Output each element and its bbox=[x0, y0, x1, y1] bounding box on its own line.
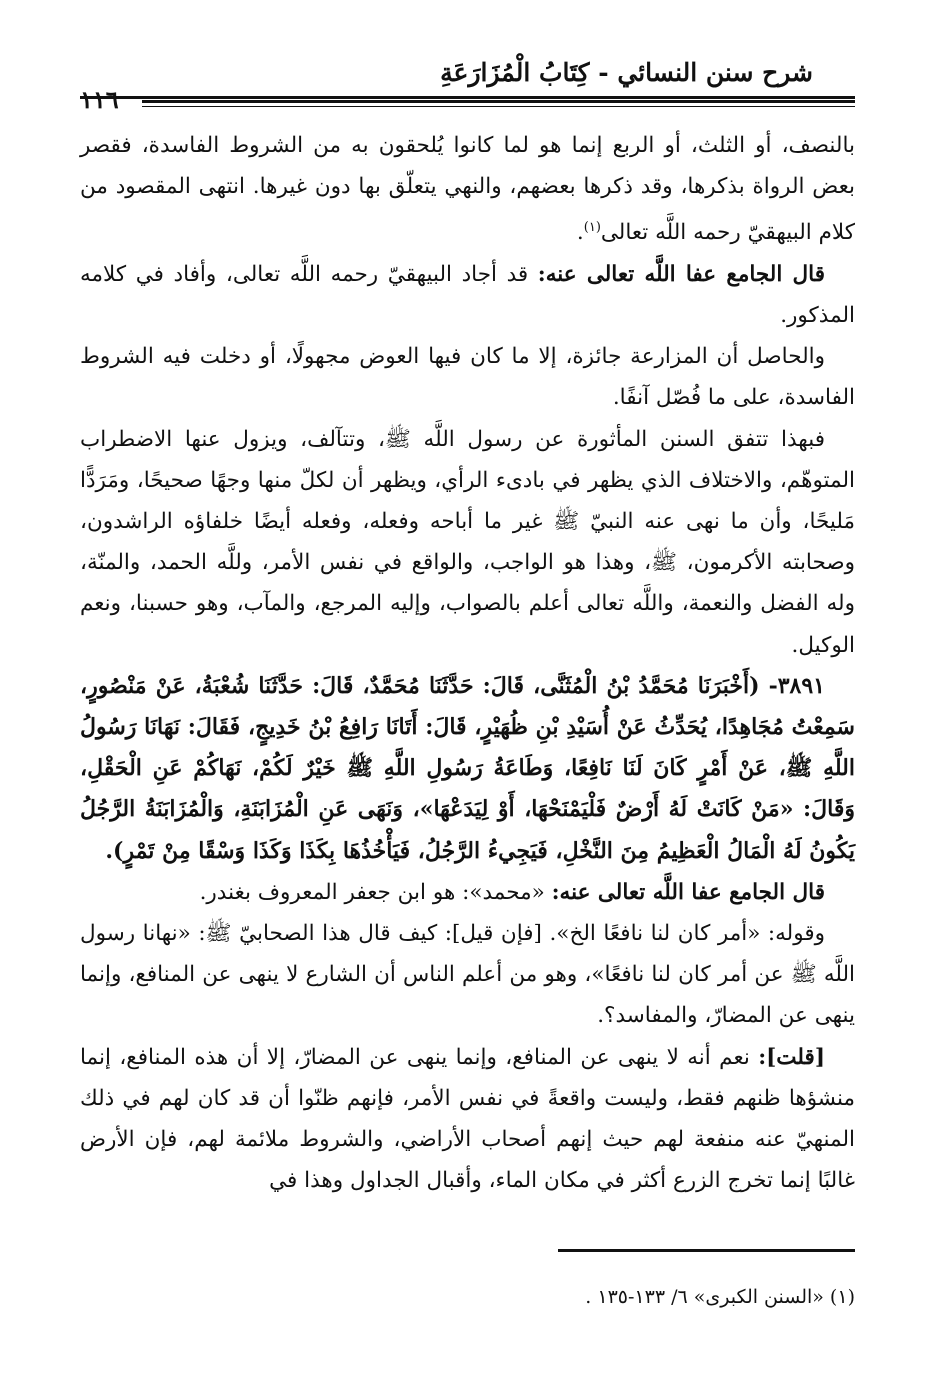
paragraph bbox=[80, 254, 855, 336]
footnote: (١) «السنن الكبرى» ٦/ ١٣٣-١٣٥ . bbox=[585, 1286, 855, 1308]
paragraph bbox=[80, 336, 855, 418]
author-lead: قال الجامع عفا اللَّه تعالى عنه: bbox=[537, 261, 825, 287]
qult-lead: [قلت]: bbox=[758, 1044, 825, 1070]
paragraph-text: فبهذا تتفق السنن المأثورة عن رسول اللَّه ﷺ، وتتآلف، ويزول عنها الاضطراب المتوهّم، والاختلاف الذي يظهر في بادىء الرأي، ويظهر أن لكلّ منها وجهًا صحيحًا، ومَرَدًّا مَليحًا، وأن ما نهى عنه النبيّ ﷺ غير ما أباحه وفعله، وفعله أيضًا خلفاؤه الراشدون، وصحابته الأكرمون، ﷺ، وهذا هو الواجب، والواقع في نفس الأمر، وللَّه الحمد، والمنّة، وله الفضل والنعمة، واللَّه تعالى أعلم بالصواب، وإليه المرجع، والمآب، وهو حسبنا، ونعم الوكيل. bbox=[80, 426, 855, 658]
hadith-paragraph bbox=[80, 666, 855, 872]
paragraph-text: بالنصف، أو الثلث، أو الربع إنما هو لما كانوا يُلحقون به من الشروط الفاسدة، فقصر بعض الرواة بذكرها، وقد ذكرها بعضهم، والنهي يتعلّق بها دون غيرها. انتهى المقصود من كلام البيهقيّ رحمه اللَّه تعالى bbox=[80, 133, 855, 246]
paragraph-tail: . bbox=[576, 220, 584, 246]
paragraph bbox=[80, 125, 855, 254]
paragraph-text: «محمد»: هو ابن جعفر المعروف بغندر. bbox=[199, 879, 552, 905]
paragraph bbox=[80, 419, 855, 666]
footnote-ref: (١) bbox=[583, 220, 601, 236]
running-title: شرح سنن النسائي - كِتَابُ الْمُزَارَعَةِ bbox=[440, 58, 813, 87]
paragraph bbox=[80, 913, 855, 1037]
paragraph-text: قد أجاد البيهقيّ رحمه اللَّه تعالى، وأفاد في كلامه المذكور. bbox=[80, 261, 855, 328]
footnote-separator bbox=[558, 1249, 855, 1252]
page-header bbox=[80, 52, 855, 112]
paragraph-text: وقوله: «أمر كان لنا نافعًا الخ». [فإن قيل]: كيف قال هذا الصحابيّ ﷺ: «نهانا رسول اللَّه ﷺ عن أمر كان لنا نافعًا»، وهو من أعلم الناس أن الشارع لا ينهى عن المنافع، وإنما ينهى عن المضارّ، والمفاسد؟. bbox=[80, 921, 855, 1029]
header-rule-bottom bbox=[142, 106, 855, 107]
hadith-text: ٣٨٩١- (أَخْبَرَنَا مُحَمَّدُ بْنُ الْمُثَنَّى، قَالَ: حَدَّثَنَا مُحَمَّدٌ، قَالَ: حَدَّثَنَا شُعْبَةُ، عَنْ مَنْصُورٍ، سَمِعْتُ مُجَاهِدًا، يُحَدِّثُ عَنْ أُسَيْدِ بْنِ ظُهَيْرٍ، قَالَ: أَتَانَا رَافِعُ بْنُ خَدِيجٍ، فَقَالَ: نَهَانَا رَسُولُ اللَّهِ ﷺ، عَنْ أَمْرٍ كَانَ لَنَا نَافِعًا، وَطَاعَةُ رَسُولِ اللَّهِ ﷺ خَيْرٌ لَكُمْ، نَهَاكُمْ عَنِ الْحَقْلِ، وَقَالَ: «مَنْ كَانَتْ لَهُ أَرْضٌ فَلْيَمْنَحْهَا، أَوْ لِيَدَعْهَا»، وَنَهَى عَنِ الْمُزَابَنَةِ، وَالْمُزَابَنَةُ الرَّجُلُ يَكُونُ لَهُ الْمَالُ الْعَظِيمُ مِنَ النَّخْلِ، فَيَجِيءُ الرَّجُلُ، فَيَأْخُذُهَا بِكَذَا وَكَذَا وَسْقًا مِنْ تَمْرٍ). bbox=[80, 672, 855, 864]
paragraph bbox=[80, 872, 855, 913]
paragraph-text: والحاصل أن المزارعة جائزة، إلا ما كان فيها العوض مجهولًا، أو دخلت فيه الشروط الفاسدة، على ما فُصّل آنفًا. bbox=[80, 344, 855, 411]
paragraph bbox=[80, 1037, 855, 1202]
page-number: ١١٦ bbox=[80, 85, 119, 114]
paragraph-text: نعم أنه لا ينهى عن المنافع، وإنما ينهى عن المضارّ، إلا أن هذه المنافع، إنما منشؤها ظنهم فقط، وليست واقعةً في نفس الأمر، فإنهم ظنّوا أن قد كان لهم في ذلك المنهيّ عنه منفعة لهم حيث إنهم أصحاب الأراضي، والشروط ملائمة لهم، فإن الأرض غالبًا إنما تخرج الزرع أكثر في مكان الماء، وأقبال الجداول وهذا في bbox=[80, 1044, 855, 1194]
header-rule-middle bbox=[142, 100, 855, 103]
header-rule-top bbox=[80, 96, 855, 99]
author-lead: قال الجامع عفا اللَّه تعالى عنه: bbox=[551, 879, 825, 905]
main-text bbox=[80, 125, 855, 1201]
